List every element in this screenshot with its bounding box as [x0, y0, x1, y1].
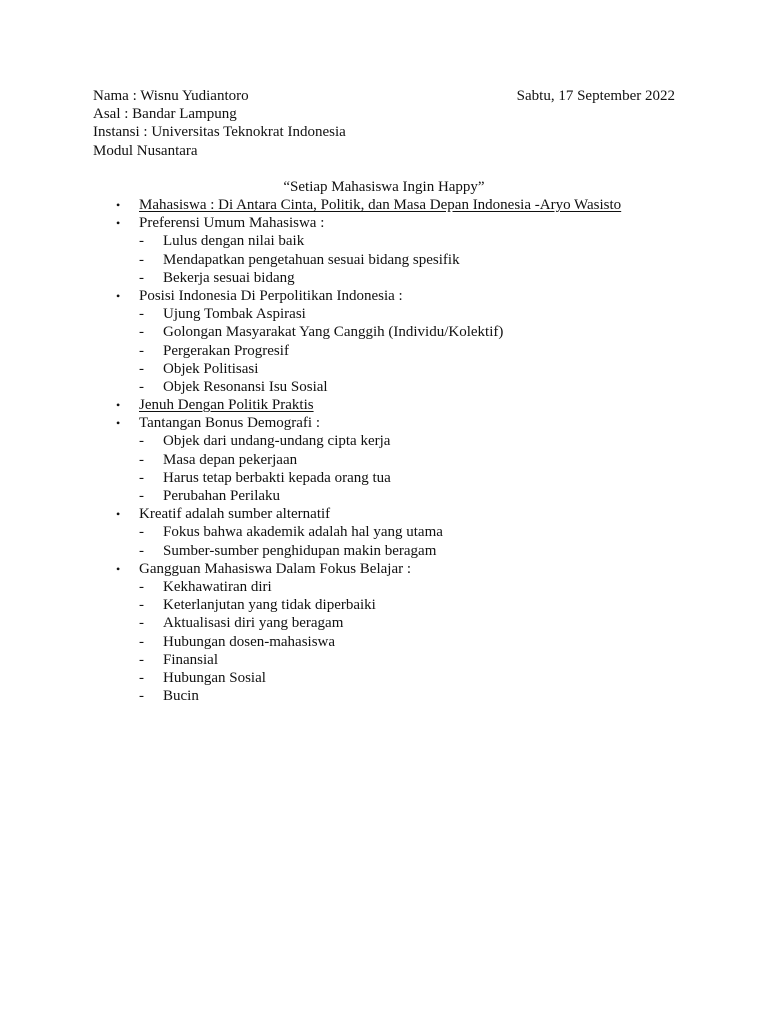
dash-marker: -	[139, 597, 144, 614]
dash-marker: -	[139, 433, 144, 450]
date-text: Sabtu, 17 September 2022	[516, 88, 675, 104]
section-heading	[93, 214, 693, 232]
origin-line: Asal : Bandar Lampung	[93, 106, 237, 123]
list-item-text: Aktualisasi diri yang beragam	[163, 615, 344, 632]
document-title: “Setiap Mahasiswa Ingin Happy”	[283, 179, 485, 195]
section-heading	[93, 196, 693, 214]
list-item-text: Hubungan dosen-mahasiswa	[163, 633, 336, 650]
dash-marker: -	[139, 669, 144, 686]
list-item-text: Lulus dengan nilai baik	[163, 233, 305, 250]
list-item	[93, 451, 693, 469]
list-item	[93, 360, 693, 378]
list-item-text: Finansial	[163, 651, 218, 668]
section-heading-text: Tantangan Bonus Demografi :	[139, 415, 320, 432]
list-item	[93, 232, 693, 250]
section-heading-text: Mahasiswa : Di Antara Cinta, Politik, dan Masa Depan Indonesia -Aryo Wasisto	[139, 197, 622, 213]
list-item	[93, 633, 693, 651]
list-item	[93, 269, 693, 287]
dash-marker: -	[139, 688, 144, 705]
dash-marker: -	[139, 342, 144, 359]
dash-marker: -	[139, 306, 144, 323]
list-item	[93, 596, 693, 614]
dash-marker: -	[139, 451, 144, 468]
institution-line: Instansi : Universitas Teknokrat Indonesia	[93, 124, 346, 141]
dash-marker: -	[139, 378, 144, 395]
list-item-text: Sumber-sumber penghidupan makin beragam	[163, 542, 437, 559]
list-item	[93, 378, 693, 396]
list-item	[93, 687, 693, 705]
section-heading	[93, 396, 693, 414]
list-item-text: Mendapatkan pengetahuan sesuai bidang spesifik	[163, 251, 460, 268]
list-item	[93, 323, 693, 341]
dash-marker: -	[139, 233, 144, 250]
list-item-text: Kekhawatiran diri	[163, 578, 272, 595]
list-item	[93, 651, 693, 669]
list-item-text: Bucin	[163, 688, 199, 705]
list-item	[93, 542, 693, 560]
list-item-text: Objek Resonansi Isu Sosial	[163, 378, 328, 395]
bullet-icon: •	[116, 216, 121, 231]
bullet-icon: •	[116, 288, 121, 303]
dash-marker: -	[139, 360, 144, 377]
list-item-text: Pergerakan Progresif	[163, 342, 289, 359]
list-item-text: Perubahan Perilaku	[163, 488, 281, 504]
module-line: Modul Nusantara	[93, 142, 198, 159]
list-item-text: Bekerja sesuai bidang	[163, 269, 295, 286]
list-item	[93, 251, 693, 269]
dash-marker: -	[139, 542, 144, 559]
list-item	[93, 432, 693, 450]
bullet-icon: •	[116, 398, 121, 413]
list-item-text: Keterlanjutan yang tidak diperbaiki	[163, 597, 376, 614]
dash-marker: -	[139, 633, 144, 650]
list-item-text: Golongan Masyarakat Yang Canggih (Individu/Kolektif)	[163, 324, 504, 341]
dash-marker: -	[139, 469, 144, 486]
list-item	[93, 342, 693, 360]
list-item	[93, 305, 693, 323]
section-heading	[93, 560, 693, 578]
list-item-text: Harus tetap berbakti kepada orang tua	[163, 469, 391, 486]
dash-marker: -	[139, 488, 144, 504]
section-heading-text: Jenuh Dengan Politik Praktis	[139, 397, 314, 414]
list-item-text: Objek dari undang-undang cipta kerja	[163, 433, 391, 450]
outline-list	[93, 196, 693, 705]
section-heading-text: Preferensi Umum Mahasiswa :	[139, 215, 325, 232]
list-item-text: Hubungan Sosial	[163, 669, 266, 686]
list-item	[93, 469, 693, 487]
list-item	[93, 487, 693, 505]
section-heading-text: Gangguan Mahasiswa Dalam Fokus Belajar :	[139, 560, 412, 577]
bullet-icon: •	[116, 198, 121, 212]
section-heading-text: Kreatif adalah sumber alternatif	[139, 506, 331, 523]
list-item	[93, 578, 693, 596]
list-item-text: Ujung Tombak Aspirasi	[163, 306, 306, 323]
bullet-icon: •	[116, 416, 121, 431]
dash-marker: -	[139, 324, 144, 341]
list-item	[93, 523, 693, 541]
list-item-text: Objek Politisasi	[163, 360, 259, 377]
dash-marker: -	[139, 269, 144, 286]
list-item-text: Masa depan pekerjaan	[163, 451, 298, 468]
section-heading	[93, 505, 693, 523]
dash-marker: -	[139, 651, 144, 668]
section-heading-text: Posisi Indonesia Di Perpolitikan Indonesia :	[139, 287, 403, 304]
name-line: Nama : Wisnu Yudiantoro	[93, 88, 249, 104]
bullet-icon: •	[116, 561, 121, 576]
dash-marker: -	[139, 524, 144, 541]
dash-marker: -	[139, 251, 144, 268]
dash-marker: -	[139, 615, 144, 632]
bullet-icon: •	[116, 507, 121, 522]
list-item	[93, 669, 693, 687]
document-header	[93, 87, 678, 160]
section-heading	[93, 414, 693, 432]
dash-marker: -	[139, 578, 144, 595]
list-item-text: Fokus bahwa akademik adalah hal yang utama	[163, 524, 443, 541]
list-item	[93, 614, 693, 632]
section-heading	[93, 287, 693, 305]
